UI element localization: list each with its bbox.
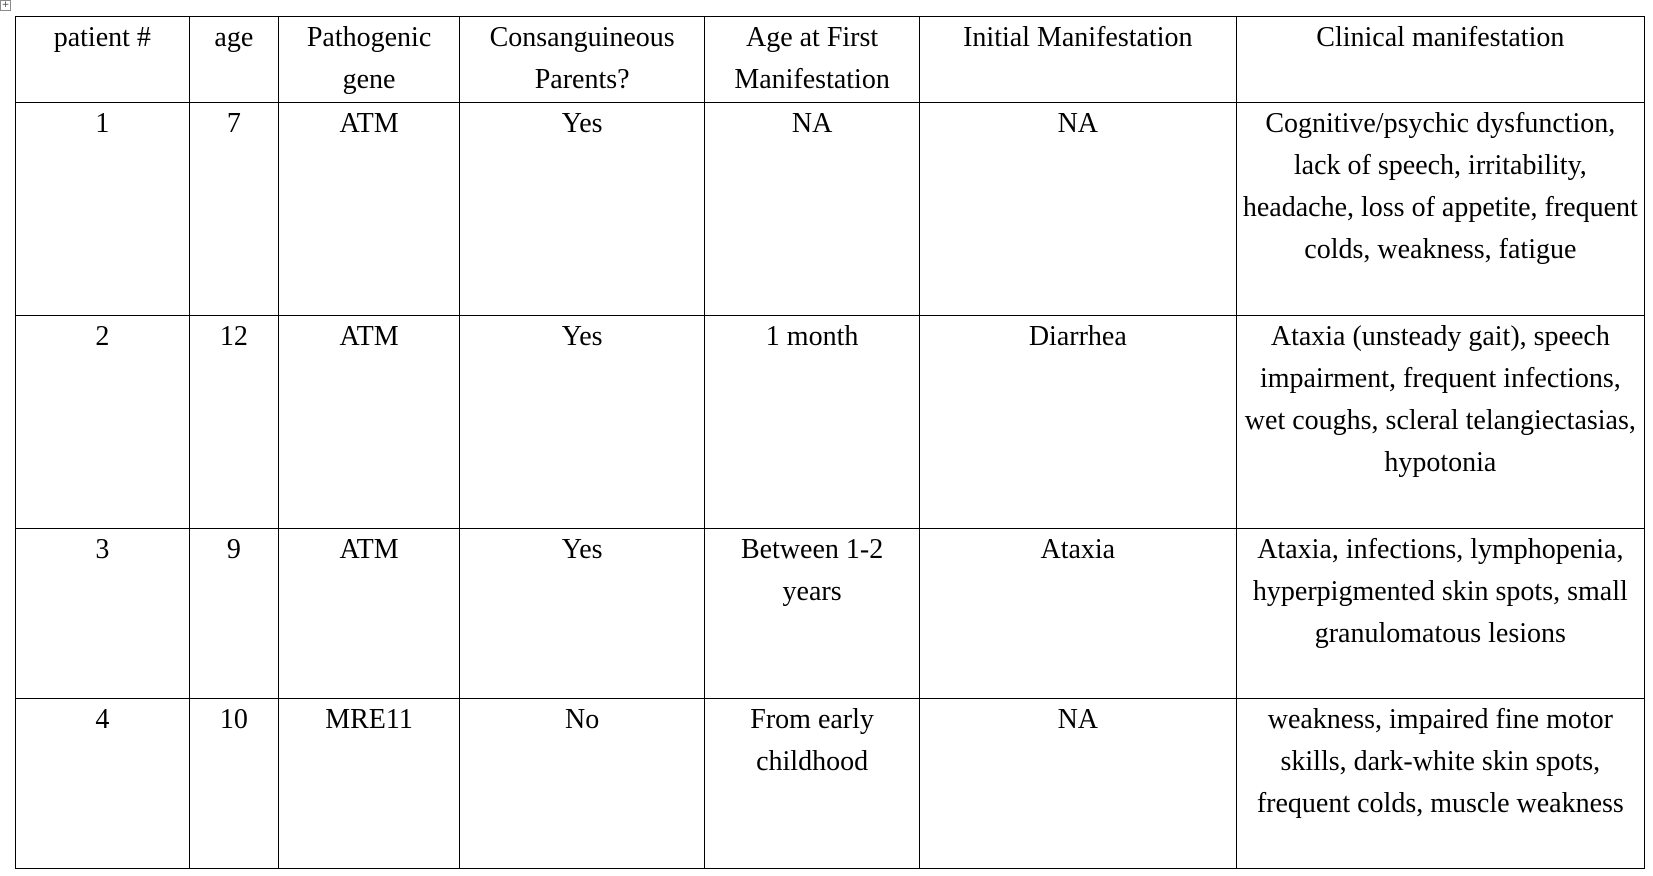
cell-age: 12 — [189, 316, 278, 529]
column-header-gene: Pathogenic gene — [279, 17, 460, 103]
cell-age: 10 — [189, 699, 278, 869]
column-header-age-first-manifestation: Age at First Manifestation — [705, 17, 920, 103]
cell-initial: NA — [919, 103, 1236, 316]
column-header-initial-manifestation: Initial Manifestation — [919, 17, 1236, 103]
table-move-handle-icon[interactable]: + — [1, 0, 10, 10]
column-header-age: age — [189, 17, 278, 103]
table-header-row — [16, 17, 1645, 103]
cell-initial: Ataxia — [919, 529, 1236, 699]
cell-initial: Diarrhea — [919, 316, 1236, 529]
table-row — [16, 699, 1645, 869]
patient-table — [15, 16, 1645, 869]
cell-clinical: Ataxia, infections, lymphopenia, hyperpigmented skin spots, small granulomatous lesions — [1236, 529, 1644, 699]
cell-age: 7 — [189, 103, 278, 316]
cell-gene: ATM — [279, 316, 460, 529]
cell-age-first: NA — [705, 103, 920, 316]
column-header-patient: patient # — [16, 17, 190, 103]
column-header-clinical-manifestation: Clinical manifestation — [1236, 17, 1644, 103]
cell-consanguineous: Yes — [460, 529, 705, 699]
column-header-consanguineous: Consanguineous Parents? — [460, 17, 705, 103]
table-row — [16, 103, 1645, 316]
table-row — [16, 316, 1645, 529]
cell-consanguineous: Yes — [460, 316, 705, 529]
cell-patient: 1 — [16, 103, 190, 316]
cell-initial: NA — [919, 699, 1236, 869]
cell-gene: MRE11 — [279, 699, 460, 869]
cell-patient: 3 — [16, 529, 190, 699]
cell-clinical: Cognitive/psychic dysfunction, lack of speech, irritability, headache, loss of appetite, frequent colds, weakness, fatigue — [1236, 103, 1644, 316]
cell-age: 9 — [189, 529, 278, 699]
cell-age-first: Between 1-2 years — [705, 529, 920, 699]
cell-age-first: 1 month — [705, 316, 920, 529]
cell-consanguineous: Yes — [460, 103, 705, 316]
cell-patient: 4 — [16, 699, 190, 869]
cell-consanguineous: No — [460, 699, 705, 869]
cell-clinical: weakness, impaired fine motor skills, dark-white skin spots, frequent colds, muscle weakness — [1236, 699, 1644, 869]
cell-clinical: Ataxia (unsteady gait), speech impairment, frequent infections, wet coughs, scleral telangiectasias, hypotonia — [1236, 316, 1644, 529]
cell-patient: 2 — [16, 316, 190, 529]
cell-gene: ATM — [279, 103, 460, 316]
table-row — [16, 529, 1645, 699]
cell-age-first: From early childhood — [705, 699, 920, 869]
cell-gene: ATM — [279, 529, 460, 699]
